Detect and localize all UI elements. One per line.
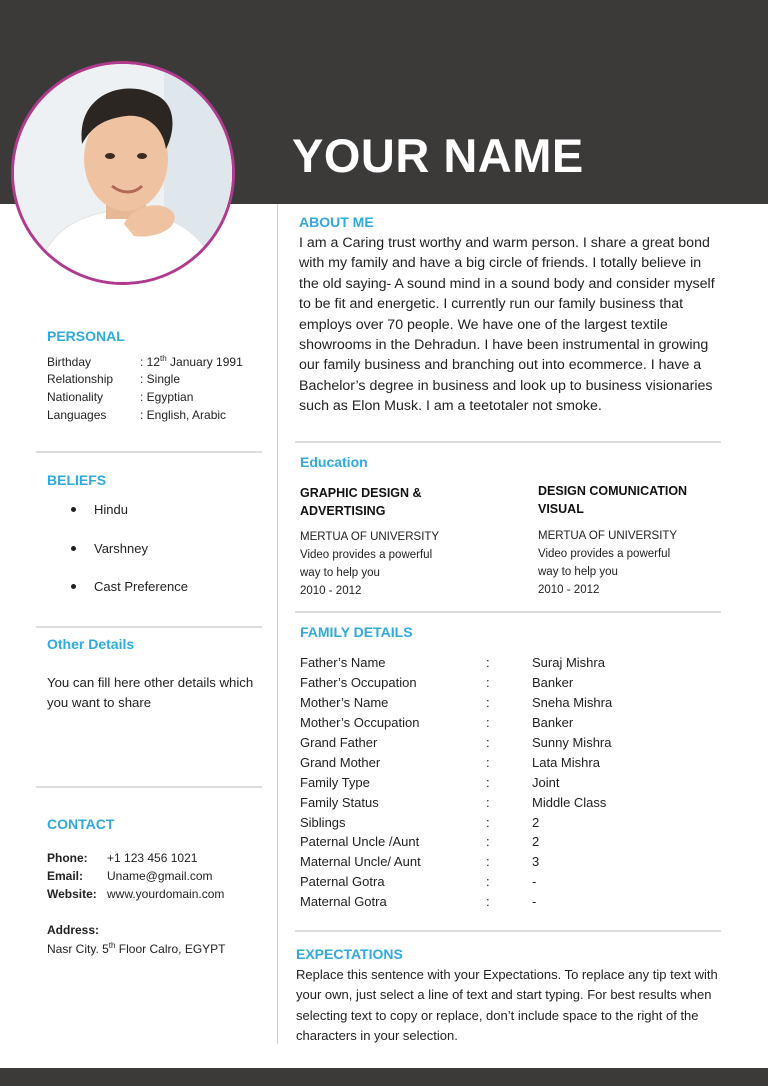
profile-photo	[11, 61, 235, 285]
contact-heading: CONTACT	[47, 816, 115, 832]
education-desc: Video provides a powerful	[538, 548, 671, 560]
bullet-icon	[71, 546, 76, 551]
education-years: 2010 - 2012	[538, 584, 600, 596]
page-title: YOUR NAME	[292, 129, 584, 182]
personal-row-relationship	[47, 372, 180, 386]
divider	[295, 611, 721, 613]
personal-label: Birthday	[47, 355, 92, 369]
personal-label: Languages	[47, 408, 107, 422]
expectations-text: Replace this sentence with your Expectations. To replace any tip text with your own, just select a line of text and start typing. For best results when selecting text to copy or replace, don’t include space to the right of the characters in your selection.	[296, 967, 718, 1044]
divider	[295, 441, 721, 443]
footer-band	[0, 1068, 768, 1086]
personal-heading: PERSONAL	[47, 328, 125, 344]
personal-value: : Egyptian	[140, 390, 194, 404]
contact-phone: Phone: +1 123 456 1021	[47, 851, 198, 865]
divider	[36, 786, 262, 788]
address-label: Address:	[47, 923, 100, 937]
about-heading: ABOUT ME	[299, 214, 374, 230]
personal-value: : 12th January 1991	[140, 354, 243, 369]
bullet-icon	[71, 507, 76, 512]
bullet-icon	[71, 584, 76, 589]
personal-row-birthday	[47, 354, 243, 369]
personal-label: Relationship	[47, 372, 114, 386]
expectations-heading: EXPECTATIONS	[296, 946, 403, 962]
about-text: I am a Caring trust worthy and warm person. I share a great bond with my family and have a big circle of friends. I totally believe in the old saying- A sound mind in a sound body and consider myself to be fit and energetic. I currently run our family business that employs over 70 people. We have one of the largest textile showrooms in the Dehradun. I have been instrumental in growing our family business and branching out into ecommerce. I have a Bachelor’s degree in business and look up to business visionaries such as Elon Musk. I am a teetotaler not smoke.	[299, 235, 715, 415]
other-details-heading: Other Details	[47, 636, 135, 652]
divider	[36, 626, 262, 628]
personal-label: Nationality	[47, 390, 104, 404]
education-school: MERTUA OF UNIVERSITY	[300, 531, 440, 543]
education-title: GRAPHIC DESIGN & ADVERTISING	[300, 486, 422, 518]
person-avatar-icon	[14, 64, 232, 282]
education-years: 2010 - 2012	[300, 585, 362, 597]
education-desc: Video provides a powerful	[300, 549, 433, 561]
personal-value: : Single	[140, 372, 181, 386]
phone-value[interactable]: +1 123 456 1021	[107, 851, 198, 865]
divider	[295, 930, 721, 932]
belief-item: Cast Preference	[71, 579, 188, 594]
belief-item: Hindu	[71, 502, 128, 517]
personal-row-languages	[47, 408, 226, 422]
column-divider	[277, 204, 278, 1044]
contact-email: Email: Uname@gmail.com	[47, 869, 213, 883]
other-details-text: You can fill here other details which you want to share	[47, 675, 254, 710]
family-heading: FAMILY DETAILS	[300, 624, 413, 640]
beliefs-heading: BELIEFS	[47, 472, 107, 488]
education-title: DESIGN COMUNICATION VISUAL	[538, 484, 688, 516]
belief-item: Varshney	[71, 541, 148, 556]
contact-website: Website: www.yourdomain.com	[47, 887, 225, 901]
education-desc: way to help you	[300, 567, 380, 579]
education-desc: way to help you	[538, 566, 618, 578]
divider	[36, 451, 262, 453]
education-heading: Education	[300, 454, 368, 470]
email-link[interactable]: Uname@gmail.com	[107, 869, 213, 883]
personal-row-nationality	[47, 390, 193, 404]
education-school: MERTUA OF UNIVERSITY	[538, 530, 678, 542]
personal-value: : English, Arabic	[140, 408, 227, 422]
website-link[interactable]: www.yourdomain.com	[107, 887, 225, 901]
address-value: Nasr City. 5th Floor Calro, EGYPT	[47, 941, 226, 956]
